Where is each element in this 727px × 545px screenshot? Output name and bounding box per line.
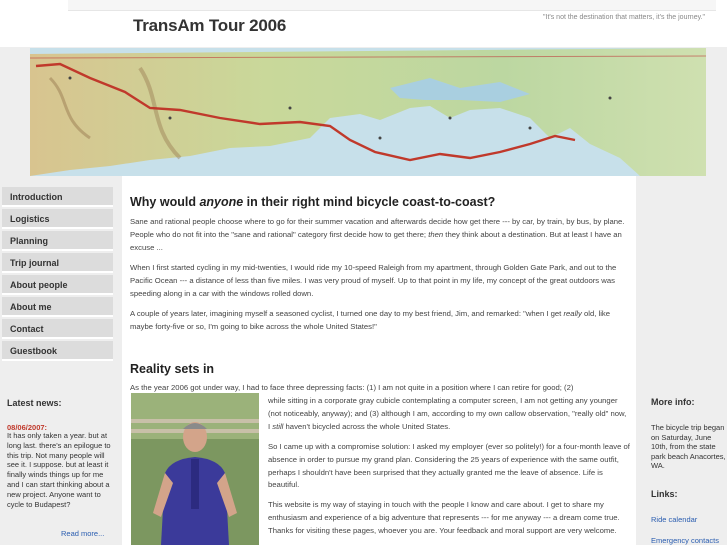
more-info-text: The bicycle trip began on Saturday, June 10th, from the state park beach Anacortes, WA.	[651, 423, 726, 470]
page-header	[0, 0, 727, 47]
nav-about-me[interactable]: About me	[2, 297, 113, 317]
site-tagline: "It's not the destination that matters, it's the journey."	[543, 14, 705, 21]
link-ride-calendar[interactable]: Ride calendar	[651, 515, 698, 524]
heading-reality-sets-in: Reality sets in	[130, 362, 215, 376]
link-emergency-contacts[interactable]: Emergency contacts	[651, 536, 719, 545]
site-title[interactable]: TransAm Tour 2006	[133, 16, 287, 35]
right-sidebar	[638, 176, 727, 545]
map-illustration	[30, 48, 706, 176]
main-content	[122, 176, 636, 545]
paragraph-depressing-facts-cont: while sitting in a corporate gray cubicle contemplating a computer screen, I am not getting any younger (not noticeably, anyway); and (3) although I am, according to my own callow observation, "really old" now, I still haven't bicycled across the whole United States.	[268, 396, 627, 431]
nav-about-people[interactable]: About people	[2, 275, 113, 295]
nav-guestbook[interactable]: Guestbook	[2, 341, 113, 361]
more-info-title: More info:	[651, 397, 695, 407]
header-strip	[68, 0, 716, 11]
nav-introduction[interactable]: Introduction	[2, 187, 113, 207]
paragraph-first-cycling: When I first started cycling in my mid-twenties, I would ride my 10-speed Raleigh from my apartment, through Golden Gate Park, and out to the Pacific Ocean --- a distance of less than five miles. I was very proud of myself. Up to that point in my life, my concept of the great outdoors was speeding along in a car with the windows rolled down.	[130, 263, 617, 298]
nav-planning[interactable]: Planning	[2, 231, 113, 251]
latest-news-title: Latest news:	[7, 398, 62, 408]
nav-trip-journal[interactable]: Trip journal	[2, 253, 113, 273]
cyclist-photo	[131, 393, 259, 545]
nav-logistics[interactable]: Logistics	[2, 209, 113, 229]
paragraph-depressing-facts-start: As the year 2006 got under way, I had to face three depressing facts: (1) I am not quite in a position where I can retire for good; (2)	[130, 383, 574, 392]
links-title: Links:	[651, 489, 678, 499]
news-date: 08/06/2007:	[7, 423, 48, 432]
read-more-link[interactable]: Read more...	[61, 529, 105, 538]
route-map-banner	[30, 48, 706, 176]
heading-why-coast-to-coast: Why would anyone in their right mind bicycle coast-to-coast?	[130, 195, 496, 209]
paragraph-compromise: So I came up with a compromise solution: I asked my employer (ever so politely!) for a four-month leave of absence in order to pursue my grand plan. Considering the 25 years of experience with the same outfit, perhaps I shouldn't have been surprised that they actually granted me the leave of absence. Life is beautiful.	[268, 442, 630, 490]
paragraph-best-friend: A couple of years later, imagining myself a seasoned cyclist, I turned one day to my best friend, Jim, and remarked: "when I get really old, like maybe forty-five or so, I'm going to bike across the whole United States!"	[130, 309, 611, 331]
paragraph-intro: Sane and rational people choose where to go for their summer vacation and afterwards decide how get there --- by car, by train, by bus, by plane. People who do not fit into the "sane and rational" category first decide how to get there; then they think about a destination. But at least I have an excuse ...	[130, 217, 625, 252]
news-body: It has only taken a year. but at long last. there's an epilogue to this trip. Not many people will see it. I suppose. but at least it finally winds things up for me and I can start thinking about a new project. Anyone want to cycle to Budapest?	[7, 431, 111, 509]
paragraph-website: This website is my way of staying in touch with the people I know and care about. I get to share my enthusiasm and experience of a big adventure that represents --- for me anyway --- a dream come true. Thanks for visiting these pages, whoever you are. Your feedback and moral support are very welcome.	[268, 500, 620, 535]
nav-contact[interactable]: Contact	[2, 319, 113, 339]
